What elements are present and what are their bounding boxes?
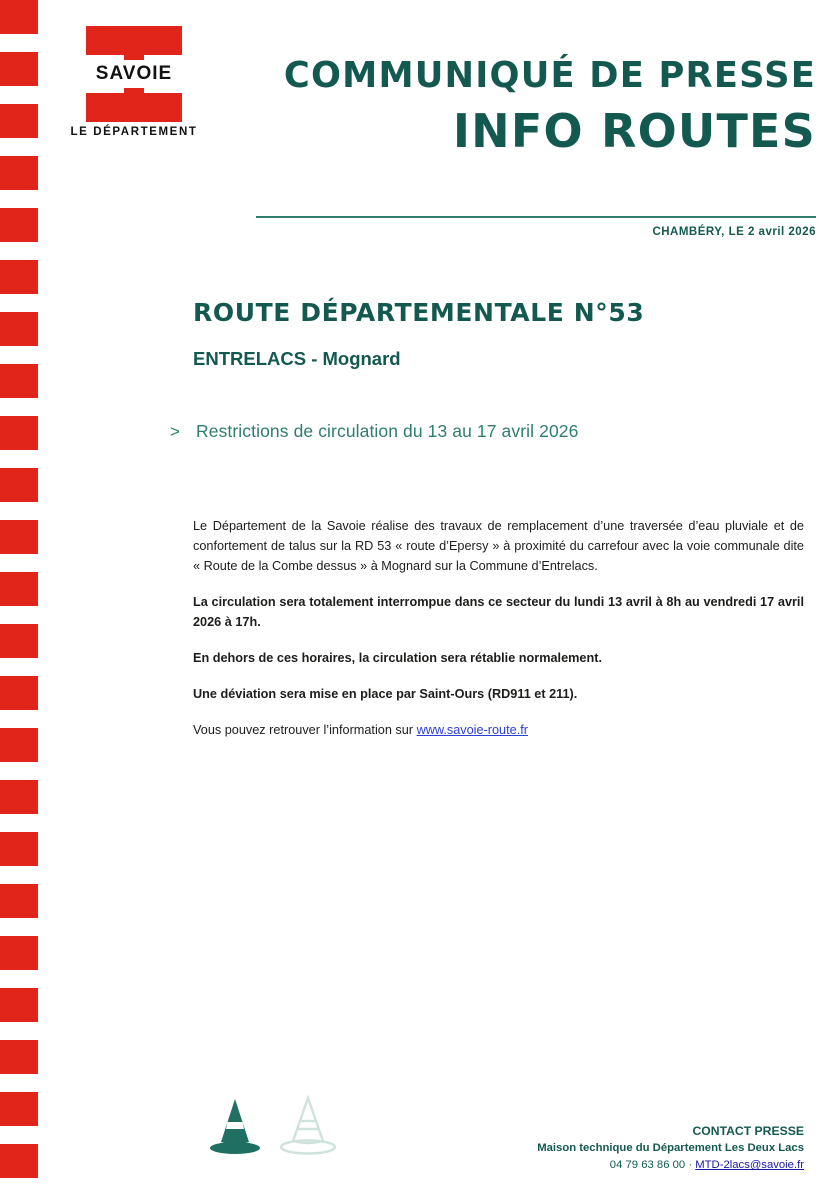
document-body	[193, 516, 804, 757]
contact-place: Maison technique du Département Les Deux Lacs	[537, 1142, 804, 1155]
contact-title: CONTACT PRESSE	[692, 1123, 804, 1138]
restriction-headline	[170, 421, 790, 442]
paragraph-4: Une déviation sera mise en place par Saint-Ours (RD911 et 211).	[193, 687, 578, 702]
restriction-headline-text: Restrictions de circulation du 13 au 17 avril 2026	[196, 421, 579, 441]
header-titles	[256, 55, 816, 158]
cone-outline-icon	[281, 1098, 335, 1154]
paragraph-1: Le Département de la Savoie réalise des travaux de remplacement d’une traversée d’eau pluviale et de confortement de talus sur la RD 53 « route d’Epersy » à proximité du carrefour avec la voie communale dite « Route de la Combe dessus » à Mognard sur la Commune d’Entrelacs.	[193, 519, 804, 574]
separator-dot: ·	[688, 1159, 693, 1172]
road-title: ROUTE DÉPARTEMENTALE N°53	[193, 298, 645, 327]
header-divider	[256, 216, 816, 218]
decorative-red-ribbon	[0, 0, 38, 1200]
contact-phone: 04 79 63 86 00	[609, 1159, 686, 1172]
logo-subtitle: LE DÉPARTEMENT	[70, 126, 198, 138]
contact-email-link[interactable]: MTD-2lacs@savoie.fr	[695, 1159, 804, 1172]
traffic-cones-illustration	[205, 1093, 375, 1155]
paragraph-3: En dehors de ces horaires, la circulation sera rétablie normalement.	[193, 651, 602, 666]
dateline: CHAMBÉRY, LE 2 avril 2026	[652, 226, 816, 238]
cone-solid-icon	[210, 1099, 260, 1154]
paragraph-5	[193, 720, 804, 740]
page-title: COMMUNIQUÉ DE PRESSE	[283, 55, 816, 96]
chevron-right-icon: >	[170, 422, 180, 441]
paragraph-2: La circulation sera totalement interrompue dans ce secteur du lundi 13 avril à 8h au vendredi 17 avril 2026 à 17h.	[193, 595, 804, 630]
road-location: ENTRELACS - Mognard	[193, 348, 401, 369]
savoie-logo	[64, 26, 204, 138]
logo-name: SAVOIE	[86, 60, 182, 88]
savoie-route-link[interactable]: www.savoie-route.fr	[416, 723, 528, 738]
contact-line-3	[537, 1157, 804, 1174]
cone-icons	[205, 1093, 375, 1155]
document-header	[56, 18, 816, 248]
savoie-cross-icon	[86, 26, 182, 122]
page-subtitle: INFO ROUTES	[452, 104, 816, 158]
paragraph-5-prefix: Vous pouvez retrouver l’information sur	[193, 723, 417, 738]
footer-contact	[537, 1122, 804, 1174]
